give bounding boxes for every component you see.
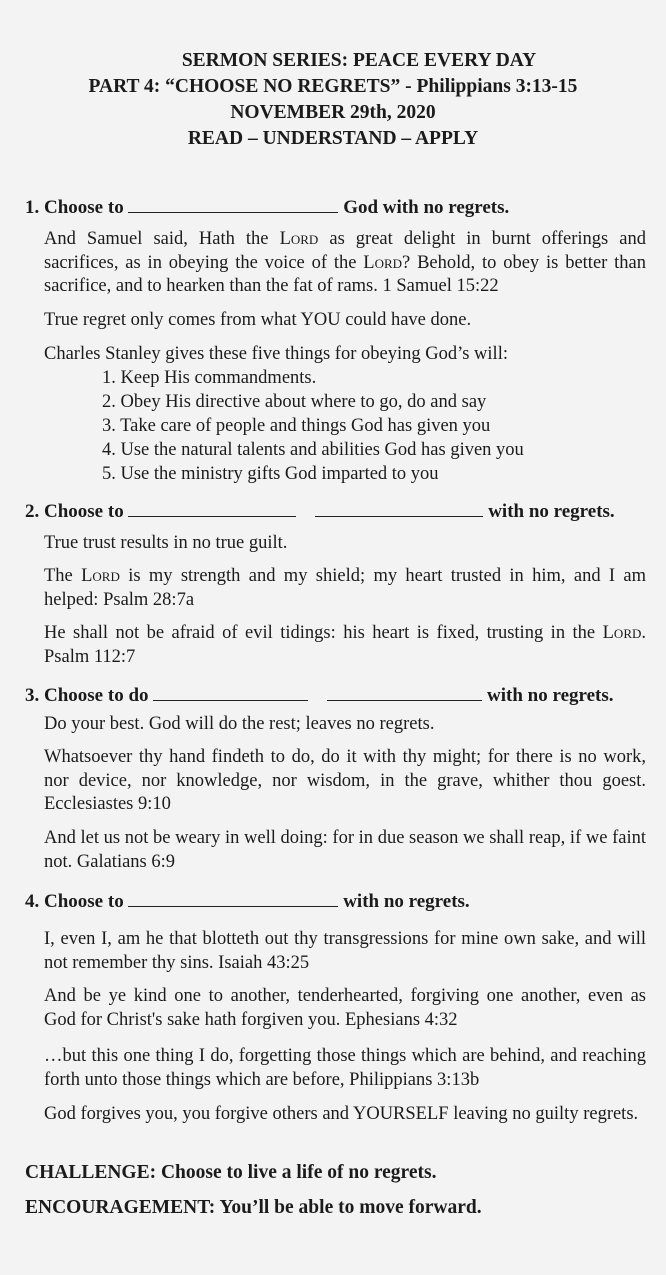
sermon-header	[0, 48, 666, 152]
section-2-prefix: 2. Choose to	[25, 501, 124, 522]
list-item: 5. Use the ministry gifts God imparted to you	[102, 464, 439, 484]
verse-isaiah: I, even I, am he that blotteth out thy transgressions for mine own sake, and will not remember thy sins. Isaiah 43:25	[44, 929, 646, 973]
section-3-prefix: 3. Choose to do	[25, 685, 149, 706]
verse-text: . Psalm 112:7	[44, 623, 646, 667]
lord-smallcaps: Lord	[81, 566, 120, 586]
sermon-date: NOVEMBER 29th, 2020	[230, 102, 436, 123]
verse-text: ? Behold, to obey is better than sacrifice, and to hearken than the fat of rams. 1 Samuel 15:22	[44, 252, 647, 296]
section-4-prefix: 4. Choose to	[25, 891, 124, 912]
fill-in-blank[interactable]	[315, 498, 483, 517]
lord-smallcaps: Lord	[602, 623, 642, 643]
list-item: 1. Keep His commandments.	[102, 368, 317, 388]
fill-in-blank[interactable]	[128, 498, 296, 517]
fill-in-blank[interactable]	[327, 682, 482, 701]
section-3-suffix: with no regrets.	[487, 685, 614, 706]
read-understand-apply: READ – UNDERSTAND – APPLY	[187, 128, 479, 149]
verse-text: The	[44, 566, 82, 586]
section-4-heading	[25, 888, 650, 914]
lord-smallcaps: Lord	[363, 252, 403, 273]
verse-psalm-112	[44, 622, 646, 669]
section-2-suffix: with no regrets.	[488, 501, 615, 522]
section-1-heading	[25, 194, 650, 220]
verse-psalm-28	[44, 565, 646, 612]
challenge: CHALLENGE: Choose to live a life of no regrets.	[25, 1162, 437, 1183]
encouragement: ENCOURAGEMENT: You’ll be able to move forward.	[25, 1197, 482, 1218]
part-title: PART 4: “CHOOSE NO REGRETS” - Philippians 3:13-15	[88, 76, 578, 97]
verse-text: is my strength and my shield; my heart trusted in him, and I am helped: Psalm 28:7a	[44, 566, 647, 610]
obedience-list	[102, 366, 524, 486]
lord-smallcaps: Lord	[279, 229, 319, 249]
verse-text: And Samuel said, Hath the	[44, 229, 280, 249]
verse-philippians: …but this one thing I do, forgetting those things which are behind, and reaching forth unto those things which are before, Philippians 3:13b	[44, 1046, 646, 1090]
fill-in-blank[interactable]	[128, 888, 338, 907]
section-1-prefix: 1. Choose to	[25, 197, 124, 218]
section-4-note: God forgives you, you forgive others and YOURSELF leaving no guilty regrets.	[44, 1104, 639, 1124]
list-item: 2. Obey His directive about where to go, do and say	[102, 392, 487, 412]
fill-in-blank[interactable]	[128, 194, 338, 213]
section-2-note: True trust results in no true guilt.	[44, 533, 288, 553]
verse-text: as great delight in burnt offerings and sacrifices, as in obeying the voice of the	[44, 229, 646, 273]
section-1-note: True regret only comes from what YOU could have done.	[44, 310, 472, 330]
section-3-heading	[25, 682, 650, 708]
fill-in-blank[interactable]	[153, 682, 308, 701]
verse-ephesians: And be ye kind one to another, tenderhearted, forgiving one another, even as God for Christ's sake hath forgiven you. Ephesians 4:32	[44, 986, 646, 1030]
section-3-note: Do your best. God will do the rest; leaves no regrets.	[44, 714, 435, 734]
verse-1-samuel	[44, 228, 646, 299]
section-1-suffix: God with no regrets.	[343, 197, 510, 218]
verse-text: He shall not be afraid of evil tidings: his heart is fixed, trusting in the	[44, 623, 603, 643]
verse-galatians: And let us not be weary in well doing: for in due season we shall reap, if we faint not. Galatians 6:9	[44, 828, 646, 872]
list-intro: Charles Stanley gives these five things for obeying God’s will:	[44, 344, 508, 364]
section-4-suffix: with no regrets.	[343, 891, 470, 912]
section-2-heading	[25, 498, 650, 524]
list-item: 3. Take care of people and things God has given you	[102, 416, 491, 436]
verse-ecclesiastes: Whatsoever thy hand findeth to do, do it with thy might; for there is no work, nor device, nor knowledge, nor wisdom, in the grave, whither thou goest. Ecclesiastes 9:10	[44, 747, 646, 814]
series-title: SERMON SERIES: PEACE EVERY DAY	[181, 50, 537, 71]
list-item: 4. Use the natural talents and abilities God has given you	[102, 440, 524, 460]
